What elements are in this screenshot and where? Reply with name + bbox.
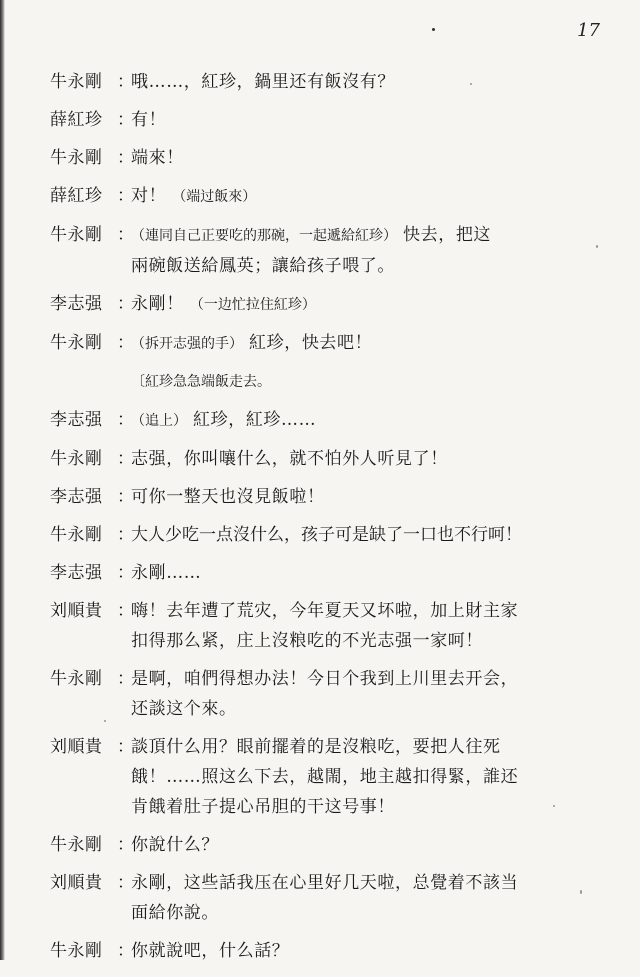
stage-direction: （端过飯來） <box>172 189 257 205</box>
speech-text: 有！ <box>131 110 167 130</box>
speaker-name: 薛紅珍 <box>50 110 103 130</box>
speech-text: 永剛！ <box>131 294 184 314</box>
speech-continuation: 肯餓着肚子提心吊胆的干这号事！ <box>131 797 395 817</box>
dialogue-line: 薛紅珍 ： 有！ <box>50 108 610 132</box>
stage-direction: （拆开志强的手） <box>131 336 243 352</box>
dialogue-line: 牛永剛 ： 大人少吃一点沒什么，孩子可是缺了一口也不行呵！ <box>50 523 610 547</box>
speech-text: 永剛，这些話我压在心里好几天啦，总覺着不該当 <box>131 873 519 893</box>
print-speck <box>596 245 598 248</box>
print-speck <box>104 720 106 722</box>
print-speck <box>580 890 582 894</box>
speaker-name: 李志强 <box>50 410 103 430</box>
speech-text: 快去，把这 <box>403 225 492 245</box>
speech-text: 可你一整天也沒見飯啦！ <box>131 487 325 507</box>
speaker-name: 薛紅珍 <box>50 186 103 206</box>
speech-text: 哦……，紅珍，鍋里还有飯沒有？ <box>131 72 395 92</box>
speaker-name: 刘順貴 <box>50 873 103 893</box>
speech-text: 对！ <box>131 186 167 206</box>
speech-text: 端來！ <box>131 148 184 168</box>
dialogue-line: 李志强 ： （追上） 紅珍，紅珍…… <box>50 410 317 430</box>
dialogue-line: 薛紅珍 ： 对！ （端过飯來） <box>50 186 257 206</box>
speech-text: 你說什么？ <box>131 835 219 855</box>
print-speck <box>553 805 555 807</box>
speech-continuation: 还談这个來。 <box>131 699 237 719</box>
speaker-name: 牛永剛 <box>50 72 103 92</box>
print-speck <box>470 83 472 85</box>
dialogue-line: 牛永剛 ： 是啊，咱們得想办法！今日个我到上川里去开会， <box>50 667 610 691</box>
speech-text: 紅珍，紅珍…… <box>193 410 317 430</box>
dialogue-line: 牛永剛 ： 端來！ <box>50 146 610 170</box>
speech-text: 嗨！去年遭了荒灾，今年夏天又坏啦，加上財主家 <box>131 601 519 621</box>
speech-text: 你就說吧，什么話？ <box>131 941 290 961</box>
speaker-name: 李志强 <box>50 487 103 507</box>
dialogue-line: 李志强 ： 可你一整天也沒見飯啦！ <box>50 485 610 509</box>
speech-continuation: 面給你說。 <box>131 903 219 923</box>
stage-direction-line: 〔紅珍急急端飯走去。 <box>131 374 271 390</box>
speaker-name: 牛永剛 <box>50 449 103 469</box>
speech-text: 是啊，咱們得想办法！今日个我到上川里去开会， <box>131 669 519 689</box>
dialogue-line: 刘順貴 ： 嗨！去年遭了荒灾，今年夏天又坏啦，加上財主家 <box>50 599 610 623</box>
stage-direction: （追上） <box>131 413 187 429</box>
dialogue-line: 李志强 ： 永剛！ （一边忙拉住紅珍） <box>50 294 316 314</box>
speech-continuation: 扣得那么紧，庄上沒粮吃的不光志强一家呵！ <box>131 631 483 651</box>
speech-text: 大人少吃一点沒什么，孩子可是缺了一口也不行呵！ <box>131 525 522 545</box>
speaker-name: 刘順貴 <box>50 601 103 621</box>
speaker-name: 李志强 <box>50 294 103 314</box>
dialogue-line: 刘順貴 ： 永剛，这些話我压在心里好几天啦，总覺着不該当 <box>50 871 610 895</box>
dialogue-line: 牛永剛 ： （連同自己正要吃的那碗，一起遞給紅珍） 快去，把这 <box>50 225 492 245</box>
speaker-name: 牛永剛 <box>50 525 103 545</box>
print-speck <box>432 28 435 31</box>
stage-direction: （連同自己正要吃的那碗，一起遞給紅珍） <box>131 228 397 244</box>
dialogue-line: 牛永剛 ： 你就說吧，什么話？ <box>50 939 610 963</box>
speaker-name: 牛永剛 <box>50 225 103 245</box>
dialogue-line: 牛永剛 ： （拆开志强的手） 紅珍，快去吧！ <box>50 333 373 353</box>
stage-direction: （一边忙拉住紅珍） <box>189 297 316 313</box>
speech-text: 永剛…… <box>131 563 202 583</box>
speech-continuation: 兩碗飯送給鳳英；讓給孩子喂了。 <box>131 256 395 276</box>
script-body <box>50 70 610 977</box>
dialogue-line: 刘順貴 ： 談頂什么用？眼前擺着的是沒粮吃，要把人往死 <box>50 735 610 759</box>
speech-text: 志强，你叫嚷什么，就不怕外人听見了！ <box>131 449 448 469</box>
speaker-name: 李志强 <box>50 563 103 583</box>
speaker-name: 牛永剛 <box>50 148 103 168</box>
speech-continuation: 餓！……照这么下去，越閙，地主越扣得緊，誰还 <box>131 767 519 787</box>
dialogue-line: 牛永剛 ： 哦……，紅珍，鍋里还有飯沒有？ <box>50 70 610 94</box>
speech-text: 紅珍，快去吧！ <box>249 333 373 353</box>
speaker-name: 刘順貴 <box>50 737 103 757</box>
dialogue-line: 李志强 ： 永剛…… <box>50 561 610 585</box>
speaker-name: 牛永剛 <box>50 333 103 353</box>
dialogue-line: 牛永剛 ： 你說什么？ <box>50 833 610 857</box>
speaker-name: 牛永剛 <box>50 669 103 689</box>
speaker-name: 牛永剛 <box>50 835 103 855</box>
speech-text: 談頂什么用？眼前擺着的是沒粮吃，要把人往死 <box>131 737 501 757</box>
page-number: 17 <box>577 20 600 41</box>
page-binding-edge <box>0 0 5 960</box>
dialogue-line: 牛永剛 ： 志强，你叫嚷什么，就不怕外人听見了！ <box>50 447 610 471</box>
speaker-name: 牛永剛 <box>50 941 103 961</box>
